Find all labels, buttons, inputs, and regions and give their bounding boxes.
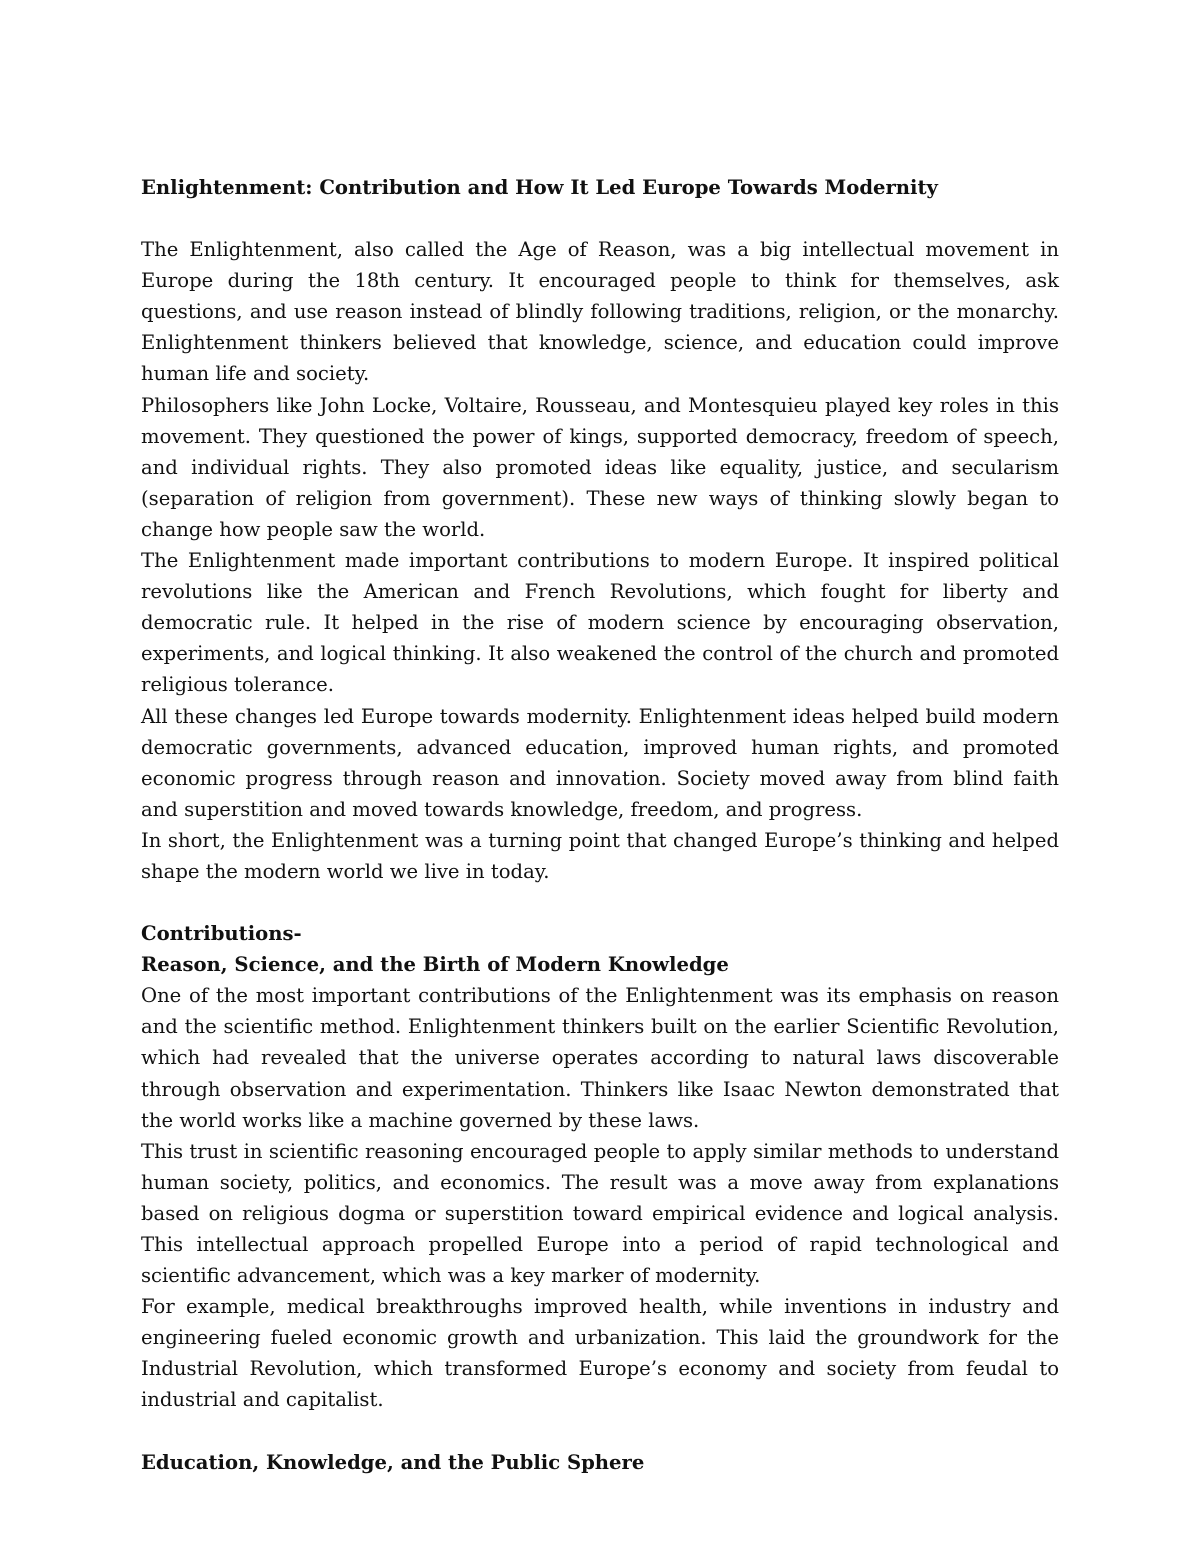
section1-paragraph-3: For example, medical breakthroughs improved health, while inventions in industry and engineering fueled economic growth and urbanization. This laid the groundwork for the Industrial Revolution, which transformed Europe’s economy and society from feudal to industrial and capitalist. [141, 1295, 1059, 1412]
section1-paragraph-2: This trust in scientific reasoning encouraged people to apply similar methods to understand human society, politics, and economics. The result was a move away from explanations based on religious dogma or superstition toward empirical evidence and logical analysis. This intellectual approach propelled Europe into a period of rapid technological and scientific advancement, which was a key marker of modernity. [141, 1139, 1059, 1288]
document-page [141, 172, 1059, 1478]
intro-paragraph-4: All these changes led Europe towards modernity. Enlightenment ideas helped build modern democratic governments, advanced education, improved human rights, and promoted economic progress through reason and innovation. Society moved away from blind faith and superstition and moved towards knowledge, freedom, and progress. [141, 704, 1059, 821]
spacer [141, 887, 1059, 918]
intro-paragraph-3: The Enlightenment made important contributions to modern Europe. It inspired political revolutions like the American and French Revolutions, which fought for liberty and democratic rule. It helped in the rise of modern science by encouraging observation, experiments, and logical thinking. It also weakened the control of the church and promoted religious tolerance. [141, 549, 1059, 697]
section-heading-reason-science: Reason, Science, and the Birth of Modern Knowledge [141, 953, 729, 977]
section1-paragraph-1: One of the most important contributions of the Enlightenment was its emphasis on reason and the scientific method. Enlightenment thinkers built on the earlier Scientific Revolution, which had revealed that the universe operates according to natural laws discoverable through observation and experimentation. Thinkers like Isaac Newton demonstrated that the world works like a machine governed by these laws. [141, 984, 1059, 1132]
section-heading-education: Education, Knowledge, and the Public Sphere [141, 1450, 645, 1474]
contributions-heading: Contributions- [141, 922, 302, 946]
document-title: Enlightenment: Contribution and How It Led Europe Towards Modernity [141, 176, 938, 199]
spacer [141, 1416, 1059, 1447]
intro-paragraph-2: Philosophers like John Locke, Voltaire, Rousseau, and Montesquieu played key roles in this movement. They questioned the power of kings, supported democracy, freedom of speech, and individual rights. They also promoted ideas like equality, justice, and secularism (separation of religion from government). These new ways of thinking slowly began to change how people saw the world. [141, 393, 1059, 541]
intro-paragraph-1: The Enlightenment, also called the Age of Reason, was a big intellectual movement in Europe during the 18th century. It encouraged people to think for themselves, ask questions, and use reason instead of blindly following traditions, religion, or the monarchy. Enlightenment thinkers believed that knowledge, science, and education could improve human life and society. [141, 238, 1059, 386]
intro-paragraph-5: In short, the Enlightenment was a turning point that changed Europe’s thinking and helped shape the modern world we live in today. [141, 828, 1059, 883]
